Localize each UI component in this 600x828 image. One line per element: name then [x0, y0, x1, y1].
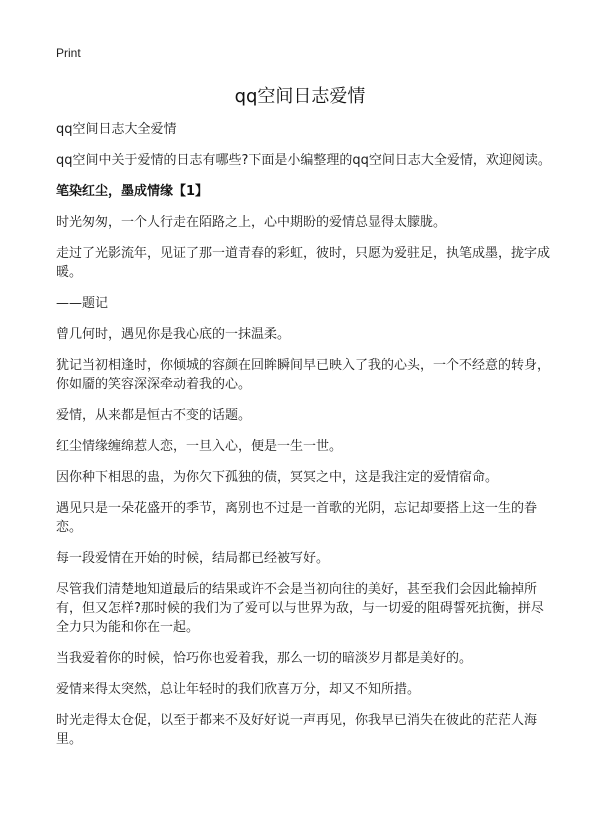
paragraph: 犹记当初相逢时，你倾城的容颜在回眸瞬间早已映入了我的心头，一个不经意的转身，你如靥的笑容深深牵动着我的心。	[56, 358, 551, 392]
paragraph: 遇见只是一朵花盛开的季节，离别也不过是一首歌的光阴，忘记却要搭上这一生的眷恋。	[56, 501, 538, 535]
paragraph: 尽管我们清楚地知道最后的结果或许不会是当初向往的美好，甚至我们会因此输掉所有，但又怎样?那时候的我们为了爱可以与世界为敌，与一切爱的阻碍誓死抗衡，拼尽全力只为能和你在一起。	[56, 582, 544, 635]
paragraph: 爱情来得太突然，总让年轻时的我们欣喜万分，却又不知所措。	[56, 682, 421, 697]
paragraph: 曾几何时，遇见你是我心底的一抹温柔。	[56, 327, 291, 342]
paragraph: 时光走得太仓促，以至于都来不及好好说一声再见，你我早已消失在彼此的茫茫人海里。	[56, 713, 538, 747]
section-heading: 笔染红尘，墨成情缘【1】	[56, 184, 209, 199]
paragraph: 红尘情缘缠绵惹人恋，一旦入心，便是一生一世。	[56, 439, 343, 454]
print-link[interactable]: Print	[56, 46, 81, 60]
paragraph: 每一段爱情在开始的时候，结局都已经被写好。	[56, 551, 330, 566]
article-subtitle: qq空间日志大全爱情	[56, 122, 177, 137]
article-body	[56, 120, 556, 761]
article-intro: qq空间中关于爱情的日志有哪些?下面是小编整理的qq空间日志大全爱情，欢迎阅读。	[56, 153, 551, 168]
paragraph: 爱情，从来都是恒古不变的话题。	[56, 408, 252, 423]
epigraph-attribution: ——题记	[56, 296, 109, 311]
paragraph: 当我爱着你的时候，恰巧你也爱着我，那么一切的暗淡岁月都是美好的。	[56, 651, 473, 666]
page-title: qq空间日志爱情	[234, 86, 366, 107]
paragraph: 因你种下相思的蛊，为你欠下孤独的债，冥冥之中，这是我注定的爱情宿命。	[56, 470, 499, 485]
paragraph: 走过了光影流年，见证了那一道青春的彩虹，彼时，只愿为爱驻足，执笔成墨，拢字成暖。	[56, 246, 551, 280]
paragraph: 时光匆匆，一个人行走在陌路之上，心中期盼的爱情总显得太朦胧。	[56, 215, 447, 230]
